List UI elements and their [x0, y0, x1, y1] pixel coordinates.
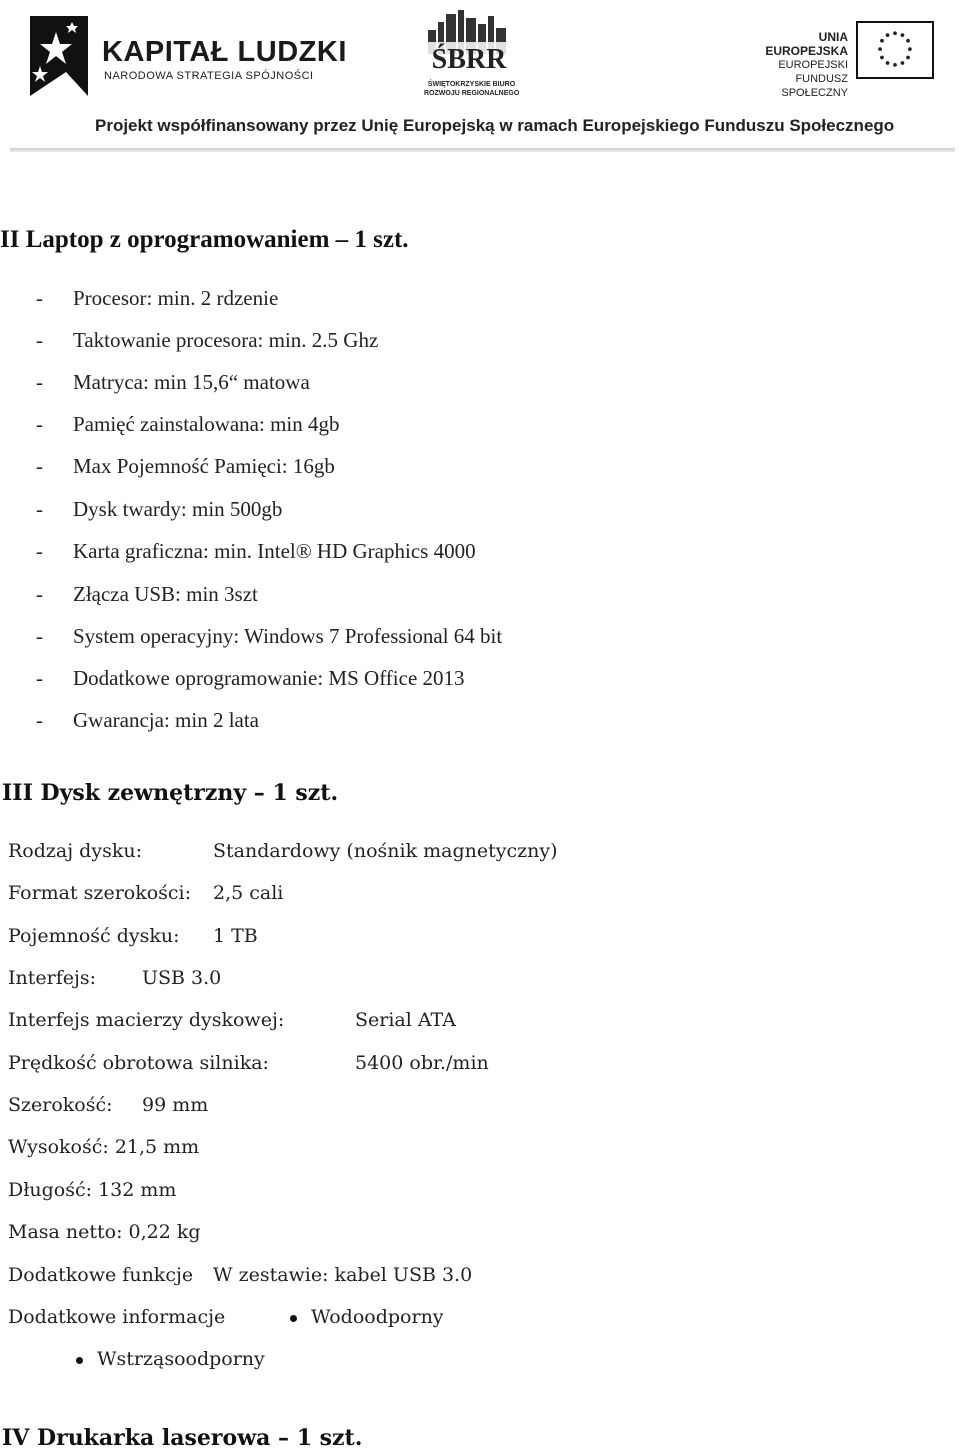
list-item: Wodoodporny — [290, 1306, 444, 1328]
kapital-ludzki-title: KAPITAŁ LUDZKI — [102, 36, 347, 68]
disk-capacity-label: Pojemność dysku: — [8, 925, 180, 947]
sbrr-sub-line2: ROZWOJU REGIONALNEGO — [424, 90, 520, 97]
disk-rpm-label: Prędkość obrotowa silnika: — [8, 1052, 269, 1074]
cofinancing-note: Projekt współfinansowany przez Unię Europejską w ramach Europejskiego Funduszu Społecznego — [95, 116, 895, 135]
disk-height: Wysokość: 21,5 mm — [8, 1136, 200, 1158]
eu-line3: FUNDUSZ SPOŁECZNY — [781, 73, 848, 99]
sbrr-name: ŚBRR — [431, 44, 507, 75]
bullet-icon — [290, 1315, 297, 1322]
kapital-ludzki-logo-icon — [26, 12, 90, 100]
disk-format-label: Format szerokości: — [8, 882, 192, 904]
bullet-icon — [76, 1357, 83, 1364]
eu-line2: EUROPEJSKI — [778, 59, 848, 71]
disk-width-label: Szerokość: — [8, 1094, 113, 1116]
eu-line1: UNIA EUROPEJSKA — [765, 30, 848, 58]
disk-extra-info-label: Dodatkowe informacje — [8, 1306, 226, 1328]
eu-fund-text — [740, 30, 848, 100]
disk-type-value: Standardowy (nośnik magnetyczny) — [213, 840, 558, 862]
header-divider — [10, 148, 955, 152]
spec-item: - System operacyjny: Windows 7 Professional 64 bit — [36, 624, 503, 648]
disk-mass: Masa netto: 0,22 kg — [8, 1221, 201, 1243]
eu-flag-icon — [856, 21, 934, 79]
spec-item: - Karta graficzna: min. Intel® HD Graphics 4000 — [36, 539, 476, 563]
disk-capacity-value: 1 TB — [213, 925, 258, 947]
kapital-ludzki-subtitle: NARODOWA STRATEGIA SPÓJNOŚCI — [104, 70, 314, 82]
sbrr-subtitle — [424, 80, 519, 98]
spec-item: - Pamięć zainstalowana: min 4gb — [36, 412, 340, 436]
section-printer-title: IV Drukarka laserowa – 1 szt. — [2, 1425, 363, 1451]
sbrr-logo-icon — [414, 8, 524, 82]
spec-item: - Max Pojemność Pamięci: 16gb — [36, 454, 335, 478]
disk-rpm-value: 5400 obr./min — [355, 1052, 489, 1074]
list-item: Wstrząsoodporny — [76, 1348, 265, 1370]
section-laptop-title: II Laptop z oprogramowaniem – 1 szt. — [0, 226, 409, 253]
spec-item: - Dodatkowe oprogramowanie: MS Office 2013 — [36, 666, 465, 690]
section-disk-title: III Dysk zewnętrzny – 1 szt. — [2, 780, 339, 806]
spec-item: - Taktowanie procesora: min. 2.5 Ghz — [36, 328, 379, 352]
spec-item: - Procesor: min. 2 rdzenie — [36, 286, 279, 310]
disk-type-label: Rodzaj dysku: — [8, 840, 142, 862]
disk-interface-label: Interfejs: — [8, 967, 97, 989]
spec-item: - Matryca: min 15,6“ matowa — [36, 370, 310, 394]
disk-array-value: Serial ATA — [355, 1009, 456, 1031]
disk-extra-func-value: W zestawie: kabel USB 3.0 — [213, 1264, 473, 1286]
disk-interface-value: USB 3.0 — [142, 967, 222, 989]
sbrr-sub-line1: ŚWIĘTOKRZYSKIE BIURO — [427, 81, 516, 88]
spec-item: - Dysk twardy: min 500gb — [36, 497, 283, 521]
disk-width-value: 99 mm — [142, 1094, 209, 1116]
disk-format-value: 2,5 cali — [213, 882, 284, 904]
disk-length: Długość: 132 mm — [8, 1179, 177, 1201]
disk-extra-func-label: Dodatkowe funkcje — [8, 1264, 194, 1286]
spec-item: - Złącza USB: min 3szt — [36, 582, 258, 606]
disk-array-label: Interfejs macierzy dyskowej: — [8, 1009, 285, 1031]
spec-item: - Gwarancja: min 2 lata — [36, 708, 260, 732]
